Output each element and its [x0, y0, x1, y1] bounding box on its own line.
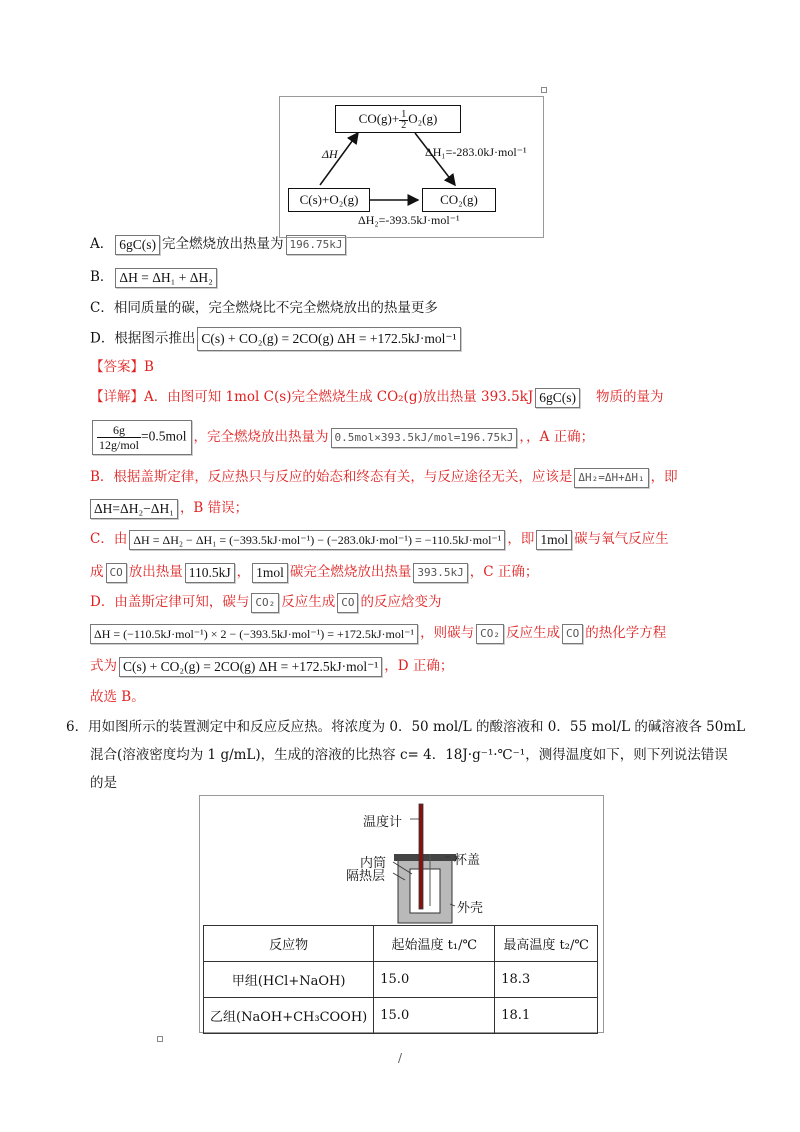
detail-l8-suffix: 的热化学方程	[585, 625, 667, 641]
label-shell: 外壳	[457, 900, 484, 915]
table-header: 最高温度 t₂/℃	[495, 926, 598, 962]
detail-l2-numerator: 6g	[97, 423, 141, 438]
detail-line-9	[90, 656, 453, 677]
detail-l7-co: CO	[337, 593, 358, 613]
detail-l6-mol: 1mol	[252, 563, 288, 583]
detail-l9-formula: C(s) + CO₂(g) = 2CO(g) ΔH = +172.5kJ·mol⁻¹	[119, 657, 382, 677]
detail-l5-suffix: 碳与氧气反应生	[574, 531, 669, 547]
dh1-label: ΔH₁=-283.0kJ·mol⁻¹	[425, 145, 527, 159]
left-state-box: C(s)+O₂(g)	[288, 188, 370, 212]
detail-l7-prefix: D．由盖斯定律可知，碳与	[90, 594, 250, 610]
top-state-o2: O₂(g)	[408, 111, 438, 126]
fraction-numerator: 1	[401, 108, 407, 120]
option-c: C．相同质量的碳，完全燃烧比不完全燃烧放出的热量更多	[90, 300, 438, 316]
table-cell: 15.0	[374, 998, 495, 1034]
option-a-text: 完全燃烧放出热量为	[162, 236, 284, 252]
detail-l6-heat1: 110.5kJ	[185, 563, 235, 583]
detail-l5-mol: 1mol	[536, 530, 572, 550]
detail-l6-prefix: 成	[90, 564, 104, 580]
option-a-prefix: A．	[90, 236, 114, 252]
label-thermometer: 温度计	[363, 814, 403, 829]
table-header: 反应物	[204, 926, 374, 962]
question6-line2: 混合(溶液密度均为 1 g/mL)，生成的溶液的比热容 c= 4．18J·g⁻¹·℃⁻¹，测得温度如下，则下列说法错误	[90, 747, 728, 763]
label-inner-cup: 内筒	[360, 855, 387, 870]
lid	[394, 854, 456, 861]
option-b-formula: ΔH = ΔH₁ + ΔH₂	[115, 268, 216, 288]
option-d-formula: C(s) + CO₂(g) = 2CO(g) ΔH = +172.5kJ·mol⁻¹	[197, 327, 460, 351]
detail-l9-suffix: ，D 正确；	[384, 658, 454, 674]
dh2-label: ΔH₂=-393.5kJ·mol⁻¹	[358, 213, 460, 227]
detail-l1-suffix: 物质的量为	[596, 389, 664, 405]
detail-l8-text2: 反应生成	[505, 625, 560, 641]
detail-l6-heat2: 393.5kJ	[413, 563, 467, 583]
detail-l5-mid: ，即	[507, 531, 535, 547]
table-row	[204, 962, 598, 998]
option-a	[90, 234, 348, 255]
label-lid: 杯盖	[454, 852, 481, 867]
question6-line1: 6．用如图所示的装置测定中和反应反应热。将浓度为 0．50 mol/L 的酸溶液和 0．55 mol/L 的碱溶液各 50mL	[66, 719, 746, 735]
detail-l6-text3: 碳完全燃烧放出热量	[289, 564, 412, 580]
top-state-box	[335, 105, 461, 133]
option-d-prefix: D．根据图示推出	[90, 330, 196, 347]
detail-l1-formula: 6gC(s)	[535, 388, 580, 408]
answer-label: 【答案】B	[90, 359, 154, 375]
detail-l3-suffix: ，即	[650, 469, 678, 485]
detail-l4-formula: ΔH=ΔH₂−ΔH₁	[90, 499, 178, 519]
detail-l3-formula: ΔH₂=ΔH+ΔH₁	[574, 468, 648, 488]
detail-l7-mid: 反应生成	[281, 594, 336, 610]
page-mark: /	[398, 1051, 403, 1065]
table-header: 起始温度 t₁/℃	[374, 926, 495, 962]
table-cell: 18.3	[495, 962, 598, 998]
detail-l7-suffix: 的反应焓变为	[360, 594, 442, 610]
dh-label: ΔH	[322, 147, 338, 161]
detail-l2-calc: 0.5mol×393.5kJ/mol=196.75kJ	[331, 428, 518, 448]
corner-mark	[541, 87, 547, 93]
detail-l8-formula: ΔH = (−110.5kJ·mol⁻¹) × 2 − (−393.5kJ·mol⁻¹) = +172.5kJ·mol⁻¹	[90, 624, 418, 644]
detail-l4-suffix: ，B 错误；	[179, 500, 249, 516]
detail-l2-mid: ，完全燃烧放出热量为	[193, 429, 329, 445]
detail-l2-fraction-box	[92, 420, 192, 455]
option-d	[90, 327, 463, 351]
fraction-denominator: 2	[401, 119, 407, 131]
question6-line3: 的是	[90, 775, 117, 791]
detail-l2-suffix: ，，A 正确；	[519, 429, 595, 445]
right-state-box: CO₂(g)	[422, 188, 496, 212]
detail-l6-text1: 放出热量	[128, 564, 183, 580]
top-state-fraction	[399, 110, 408, 131]
table-cell: 15.0	[374, 962, 495, 998]
thermometer	[419, 804, 423, 909]
detail-l6-text2: ，	[236, 564, 251, 580]
detail-line-3	[90, 467, 678, 488]
detail-line-4	[90, 498, 248, 519]
detail-l8-text1: ，则碳与	[420, 625, 475, 641]
table-header-row	[204, 926, 598, 962]
table-cell: 乙组(NaOH+CH₃COOH)	[204, 998, 374, 1034]
table-row	[204, 998, 598, 1034]
detail-l2-fraction	[97, 423, 141, 452]
detail-l3-text: B．根据盖斯定律，反应热只与反应的始态和终态有关，与反应途径无关，应该是	[90, 469, 573, 485]
detail-line-10: 故选 B。	[90, 689, 145, 705]
detail-line-7	[90, 592, 441, 613]
detail-l5-prefix: C．由	[90, 531, 128, 547]
table-cell: 18.1	[495, 998, 598, 1034]
detail-l6-suffix: ，C 正确；	[469, 564, 539, 580]
detail-l2-eq: =0.5mol	[141, 428, 187, 444]
detail-l1-text: 【详解】A．由图可知 1mol C(s)完全燃烧生成 CO₂(g)放出热量 393.5kJ	[90, 389, 534, 405]
table-cell: 甲组(HCl+NaOH)	[204, 962, 374, 998]
enthalpy-diagram	[279, 96, 544, 238]
detail-l8-co: CO	[562, 624, 583, 644]
option-a-formula: 6gC(s)	[115, 235, 160, 255]
detail-line-8	[90, 623, 666, 644]
option-b	[90, 267, 219, 288]
detail-l6-co: CO	[106, 563, 127, 583]
detail-l8-co2: CO₂	[476, 624, 504, 644]
detail-line-2	[90, 420, 594, 455]
detail-line-6	[90, 562, 538, 583]
detail-l7-co2: CO₂	[251, 593, 279, 613]
detail-l5-formula: ΔH = ΔH₂ − ΔH₁ = (−393.5kJ·mol⁻¹) − (−283.0kJ·mol⁻¹) = −110.5kJ·mol⁻¹	[129, 530, 505, 550]
detail-l2-denominator: 12g/mol	[99, 438, 140, 452]
temperature-table	[203, 925, 598, 1034]
detail-l9-prefix: 式为	[90, 658, 117, 674]
detail-line-1	[90, 387, 664, 408]
inner-cup	[410, 869, 440, 913]
corner-mark	[157, 1036, 163, 1042]
top-state-co: CO(g)+	[358, 111, 400, 126]
label-insulation: 隔热层	[346, 868, 386, 883]
option-b-prefix: B．	[90, 269, 114, 285]
detail-line-5	[90, 529, 669, 550]
option-a-value: 196.75kJ	[286, 235, 347, 255]
